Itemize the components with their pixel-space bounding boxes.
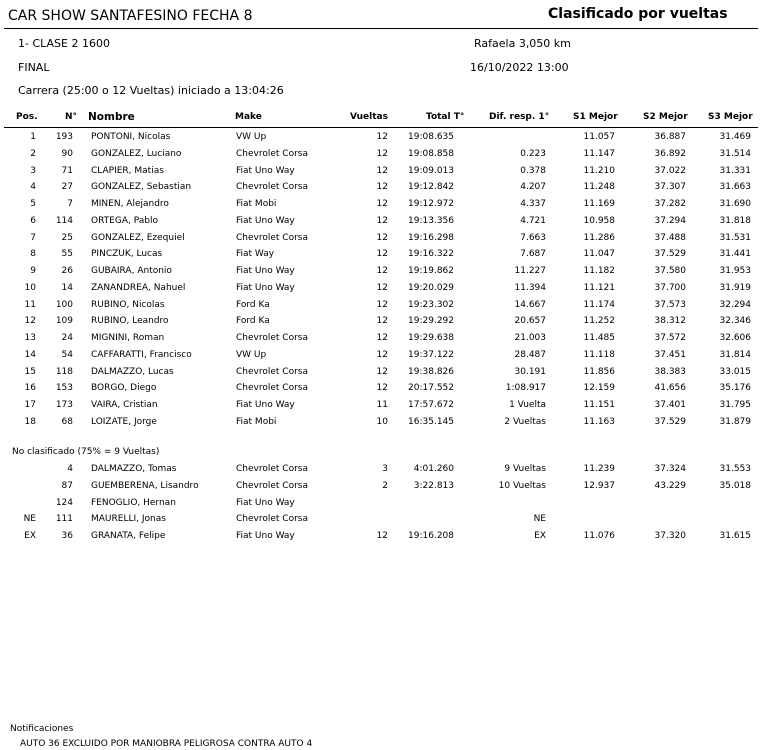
cell-total-time: 19:19.862 [408, 266, 454, 276]
cell-s1-best: 11.248 [583, 182, 615, 193]
cell-s3-best: 32.346 [719, 316, 751, 327]
cell-number: 100 [55, 299, 73, 310]
cell-make: Fiat Way [236, 249, 275, 260]
cell-total-time: 19:16.298 [408, 232, 454, 243]
cell-number: 4 [67, 464, 73, 474]
cell-s3-best: 31.615 [719, 531, 751, 541]
cell-s2-best: 37.488 [654, 232, 686, 243]
table-row [0, 417, 762, 434]
cell-gap: 30.191 [514, 366, 546, 377]
cell-laps: 12 [376, 349, 388, 360]
cell-s1-best: 11.239 [583, 464, 615, 474]
table-row [0, 249, 762, 266]
cell-number: 90 [61, 148, 73, 159]
table-row [0, 132, 762, 149]
cell-laps: 12 [376, 132, 388, 142]
cell-s1-best: 11.147 [583, 148, 615, 159]
cell-s2-best: 37.324 [654, 464, 686, 474]
cell-total-time: 19:20.029 [408, 282, 454, 293]
cell-s3-best: 35.176 [719, 383, 751, 394]
cell-make: Chevrolet Corsa [236, 366, 308, 377]
cell-laps: 10 [376, 416, 388, 427]
cell-s1-best: 11.057 [583, 132, 615, 142]
table-row [0, 266, 762, 283]
cell-gap: 20.657 [514, 316, 546, 327]
cell-make: Fiat Uno Way [236, 215, 295, 226]
cell-make: Chevrolet Corsa [236, 383, 308, 394]
cell-s2-best: 37.700 [654, 282, 686, 293]
cell-s1-best: 11.118 [583, 349, 615, 360]
table-row [0, 316, 762, 333]
table-row [0, 199, 762, 216]
cell-driver-name: GUBAIRA, Antonio [91, 266, 172, 276]
cell-s1-best: 11.252 [583, 316, 615, 327]
cell-make: Ford Ka [236, 316, 270, 327]
cell-driver-name: ORTEGA, Pablo [91, 215, 158, 226]
table-header-divider [4, 127, 758, 128]
col-dif: Dif. resp. 1° [489, 112, 550, 122]
cell-total-time: 19:08.635 [408, 132, 454, 142]
table-row [0, 333, 762, 350]
cell-s2-best: 37.572 [654, 333, 686, 343]
cell-s1-best: 11.151 [583, 400, 615, 410]
cell-s2-best: 37.294 [654, 215, 686, 226]
table-row [0, 216, 762, 233]
cell-total-time: 19:12.842 [408, 182, 454, 193]
cell-gap: 2 Vueltas [504, 416, 546, 427]
cell-pos: 4 [30, 182, 36, 193]
cell-driver-name: CLAPIER, Matias [91, 165, 164, 176]
cell-s2-best: 37.307 [654, 182, 686, 193]
cell-pos: NE [23, 514, 36, 525]
cell-laps: 11 [376, 400, 388, 410]
cell-driver-name: GUEMBERENA, Lisandro [91, 480, 199, 491]
cell-make: Chevrolet Corsa [236, 232, 308, 243]
cell-gap: 11.394 [514, 282, 546, 293]
page-title: CAR SHOW SANTAFESINO FECHA 8 [8, 8, 253, 24]
race-info: Carrera (25:00 o 12 Vueltas) iniciado a 13:04:26 [18, 84, 284, 97]
cell-laps: 12 [376, 366, 388, 377]
cell-number: 173 [55, 400, 73, 410]
table-row [0, 233, 762, 250]
cell-total-time: 16:35.145 [408, 416, 454, 427]
cell-gap: 11.227 [514, 266, 546, 276]
cell-pos: 15 [24, 366, 36, 377]
cell-gap: 14.667 [514, 299, 546, 310]
cell-driver-name: GRANATA, Felipe [91, 531, 166, 541]
not-classified-title: No clasificado (75% = 9 Vueltas) [12, 447, 160, 457]
cell-s1-best: 11.121 [583, 282, 615, 293]
cell-s1-best: 11.163 [583, 416, 615, 427]
cell-number: 55 [61, 249, 73, 260]
cell-make: Chevrolet Corsa [236, 464, 308, 474]
col-num: N° [65, 112, 78, 122]
cell-s2-best: 36.887 [654, 132, 686, 142]
cell-s3-best: 31.441 [719, 249, 751, 260]
cell-laps: 12 [376, 316, 388, 327]
cell-laps: 12 [376, 266, 388, 276]
cell-s1-best: 11.210 [583, 165, 615, 176]
col-make: Make [235, 112, 262, 122]
cell-number: 118 [55, 366, 73, 377]
cell-s2-best: 38.312 [654, 316, 686, 327]
col-s2: S2 Mejor [643, 112, 688, 122]
cell-laps: 12 [376, 333, 388, 343]
cell-s3-best: 32.606 [719, 333, 751, 343]
cell-driver-name: LOIZATE, Jorge [91, 416, 157, 427]
cell-laps: 12 [376, 249, 388, 260]
cell-pos: 9 [30, 266, 36, 276]
cell-number: 124 [55, 497, 73, 508]
cell-make: Fiat Uno Way [236, 531, 295, 541]
notifications-text: AUTO 36 EXCLUIDO POR MANIOBRA PELIGROSA CONTRA AUTO 4 [20, 739, 313, 749]
cell-make: Chevrolet Corsa [236, 182, 308, 193]
cell-s2-best: 41.656 [654, 383, 686, 394]
table-row [0, 300, 762, 317]
cell-total-time: 19:38.826 [408, 366, 454, 377]
cell-make: Chevrolet Corsa [236, 333, 308, 343]
cell-pos: 1 [30, 132, 36, 142]
cell-s3-best: 31.879 [719, 416, 751, 427]
cell-gap: 7.663 [520, 232, 546, 243]
cell-total-time: 19:16.322 [408, 249, 454, 260]
cell-s3-best: 32.294 [719, 299, 751, 310]
cell-number: 68 [61, 416, 73, 427]
table-row [0, 367, 762, 384]
cell-s1-best: 11.485 [583, 333, 615, 343]
table-row [0, 149, 762, 166]
cell-driver-name: PONTONI, Nicolas [91, 132, 171, 142]
cell-number: 14 [61, 282, 73, 293]
cell-pos: 8 [30, 249, 36, 260]
cell-number: 7 [67, 199, 73, 209]
col-nombre: Nombre [88, 111, 135, 123]
cell-gap: 9 Vueltas [504, 464, 546, 474]
cell-pos: 6 [30, 215, 36, 226]
cell-number: 193 [55, 132, 73, 142]
cell-make: Fiat Uno Way [236, 282, 295, 293]
cell-laps: 12 [376, 215, 388, 226]
cell-s3-best: 31.531 [719, 232, 751, 243]
cell-s3-best: 31.690 [719, 199, 751, 209]
cell-pos: 18 [24, 416, 36, 427]
cell-gap: 1 Vuelta [509, 400, 546, 410]
cell-gap: 4.207 [520, 182, 546, 193]
cell-s1-best: 11.169 [583, 199, 615, 209]
cell-s3-best: 33.015 [719, 366, 751, 377]
cell-make: Chevrolet Corsa [236, 514, 308, 525]
cell-total-time: 19:23.302 [408, 299, 454, 310]
cell-gap: 0.223 [520, 148, 546, 159]
cell-driver-name: RUBINO, Leandro [91, 316, 169, 327]
cell-s3-best: 31.469 [719, 132, 751, 142]
table-row [0, 383, 762, 400]
table-row [0, 400, 762, 417]
cell-gap: 28.487 [514, 349, 546, 360]
cell-s1-best: 11.174 [583, 299, 615, 310]
cell-driver-name: BORGO, Diego [91, 383, 157, 394]
table-row [0, 283, 762, 300]
cell-make: Fiat Uno Way [236, 266, 295, 276]
cell-pos: 16 [24, 383, 36, 394]
cell-s3-best: 31.814 [719, 349, 751, 360]
table-row [0, 166, 762, 183]
cell-total-time: 19:09.013 [408, 165, 454, 176]
cell-pos: 14 [24, 349, 36, 360]
cell-s3-best: 31.663 [719, 182, 751, 193]
cell-number: 27 [61, 182, 73, 193]
cell-s1-best: 11.856 [583, 366, 615, 377]
cell-make: Ford Ka [236, 299, 270, 310]
cell-laps: 12 [376, 165, 388, 176]
table-row [0, 498, 762, 515]
cell-s2-best: 37.580 [654, 266, 686, 276]
cell-s3-best: 31.553 [719, 464, 751, 474]
cell-make: Fiat Mobi [236, 199, 277, 209]
cell-s2-best: 37.529 [654, 416, 686, 427]
cell-driver-name: ZANANDREA, Nahuel [91, 282, 186, 293]
session-name: FINAL [18, 61, 50, 74]
cell-pos: 11 [24, 299, 36, 310]
cell-total-time: 20:17.552 [408, 383, 454, 394]
cell-driver-name: GONZALEZ, Sebastian [91, 182, 192, 193]
cell-number: 87 [61, 480, 73, 491]
cell-make: Fiat Uno Way [236, 400, 295, 410]
cell-s3-best: 31.953 [719, 266, 751, 276]
cell-gap: 1:08.917 [505, 383, 546, 394]
cell-gap: 10 Vueltas [498, 480, 546, 491]
cell-make: VW Up [236, 132, 267, 142]
cell-laps: 3 [382, 464, 388, 474]
col-vueltas: Vueltas [350, 112, 388, 122]
class-name: 1- CLASE 2 1600 [18, 37, 110, 50]
cell-driver-name: DALMAZZO, Tomas [91, 464, 177, 474]
cell-pos: 7 [30, 232, 36, 243]
table-row [0, 182, 762, 199]
table-row [0, 350, 762, 367]
cell-laps: 12 [376, 182, 388, 193]
cell-s1-best: 12.159 [583, 383, 615, 394]
cell-pos: 2 [30, 148, 36, 159]
cell-s3-best: 31.514 [719, 148, 751, 159]
cell-driver-name: MAURELLI, Jonas [91, 514, 166, 525]
cell-pos: 17 [24, 400, 36, 410]
cell-s1-best: 11.076 [583, 531, 615, 541]
report-type-title: Clasificado por vueltas [548, 6, 728, 22]
cell-s2-best: 37.320 [654, 531, 686, 541]
cell-gap: 0.378 [520, 165, 546, 176]
cell-s2-best: 36.892 [654, 148, 686, 159]
cell-gap: 7.687 [520, 249, 546, 260]
cell-s2-best: 37.022 [654, 165, 686, 176]
cell-number: 24 [61, 333, 73, 343]
cell-s2-best: 43.229 [654, 480, 686, 491]
cell-s2-best: 37.529 [654, 249, 686, 260]
cell-number: 36 [61, 531, 73, 541]
cell-gap: EX [534, 531, 546, 541]
cell-pos: 12 [24, 316, 36, 327]
cell-number: 109 [55, 316, 73, 327]
table-row [0, 481, 762, 498]
cell-pos: 5 [30, 199, 36, 209]
cell-driver-name: CAFFARATTI, Francisco [91, 349, 192, 360]
cell-gap: 4.721 [520, 215, 546, 226]
cell-total-time: 17:57.672 [408, 400, 454, 410]
table-row [0, 531, 762, 548]
cell-gap: NE [533, 514, 546, 525]
table-row [0, 514, 762, 531]
cell-driver-name: GONZALEZ, Luciano [91, 148, 182, 159]
cell-s3-best: 35.018 [719, 480, 751, 491]
cell-s3-best: 31.818 [719, 215, 751, 226]
col-pos: Pos. [16, 112, 38, 122]
cell-s2-best: 38.383 [654, 366, 686, 377]
cell-number: 54 [61, 349, 73, 360]
cell-pos: 13 [24, 333, 36, 343]
cell-driver-name: VAIRA, Cristian [91, 400, 158, 410]
cell-driver-name: MINEN, Alejandro [91, 199, 169, 209]
session-datetime: 16/10/2022 13:00 [470, 61, 569, 74]
cell-make: Chevrolet Corsa [236, 480, 308, 491]
cell-laps: 12 [376, 232, 388, 243]
cell-number: 111 [55, 514, 73, 525]
cell-number: 153 [55, 383, 73, 394]
cell-total-time: 19:29.638 [408, 333, 454, 343]
cell-make: Fiat Uno Way [236, 497, 295, 508]
cell-make: Fiat Mobi [236, 416, 277, 427]
cell-pos: 3 [30, 165, 36, 176]
cell-total-time: 19:37.122 [408, 349, 454, 360]
cell-number: 114 [55, 215, 73, 226]
cell-number: 71 [61, 165, 73, 176]
table-row [0, 464, 762, 481]
cell-number: 25 [61, 232, 73, 243]
cell-driver-name: MIGNINI, Roman [91, 333, 165, 343]
cell-total-time: 3:22.813 [413, 480, 454, 491]
cell-laps: 12 [376, 383, 388, 394]
cell-driver-name: DALMAZZO, Lucas [91, 366, 174, 377]
cell-driver-name: GONZALEZ, Ezequiel [91, 232, 185, 243]
cell-make: Chevrolet Corsa [236, 148, 308, 159]
cell-s2-best: 37.573 [654, 299, 686, 310]
cell-s3-best: 31.795 [719, 400, 751, 410]
cell-total-time: 4:01.260 [413, 464, 454, 474]
cell-s2-best: 37.401 [654, 400, 686, 410]
cell-make: Fiat Uno Way [236, 165, 295, 176]
cell-total-time: 19:16.208 [408, 531, 454, 541]
cell-s1-best: 10.958 [583, 215, 615, 226]
cell-driver-name: FENOGLIO, Hernan [91, 497, 176, 508]
cell-total-time: 19:12.972 [408, 199, 454, 209]
cell-laps: 12 [376, 299, 388, 310]
cell-driver-name: RUBINO, Nicolas [91, 299, 165, 310]
cell-pos: 10 [24, 282, 36, 293]
cell-number: 26 [61, 266, 73, 276]
cell-s1-best: 11.047 [583, 249, 615, 260]
cell-s1-best: 11.286 [583, 232, 615, 243]
cell-laps: 2 [382, 480, 388, 491]
cell-s2-best: 37.451 [654, 349, 686, 360]
col-s3: S3 Mejor [708, 112, 753, 122]
cell-gap: 21.003 [514, 333, 546, 343]
cell-laps: 12 [376, 531, 388, 541]
cell-total-time: 19:29.292 [408, 316, 454, 327]
cell-driver-name: PINCZUK, Lucas [91, 249, 163, 260]
cell-laps: 12 [376, 199, 388, 209]
cell-s3-best: 31.919 [719, 282, 751, 293]
cell-s3-best: 31.331 [719, 165, 751, 176]
cell-laps: 12 [376, 148, 388, 159]
cell-total-time: 19:08.858 [408, 148, 454, 159]
cell-total-time: 19:13.356 [408, 215, 454, 226]
cell-make: VW Up [236, 349, 267, 360]
header-divider [4, 28, 758, 29]
col-s1: S1 Mejor [573, 112, 618, 122]
cell-s1-best: 12.937 [583, 480, 615, 491]
notifications-title: Notificaciones [10, 724, 74, 734]
track-location: Rafaela 3,050 km [474, 37, 571, 50]
cell-s2-best: 37.282 [654, 199, 686, 209]
cell-laps: 12 [376, 282, 388, 293]
col-total: Total T° [426, 112, 465, 122]
cell-pos: EX [24, 531, 36, 541]
cell-gap: 4.337 [520, 199, 546, 209]
cell-s1-best: 11.182 [583, 266, 615, 276]
